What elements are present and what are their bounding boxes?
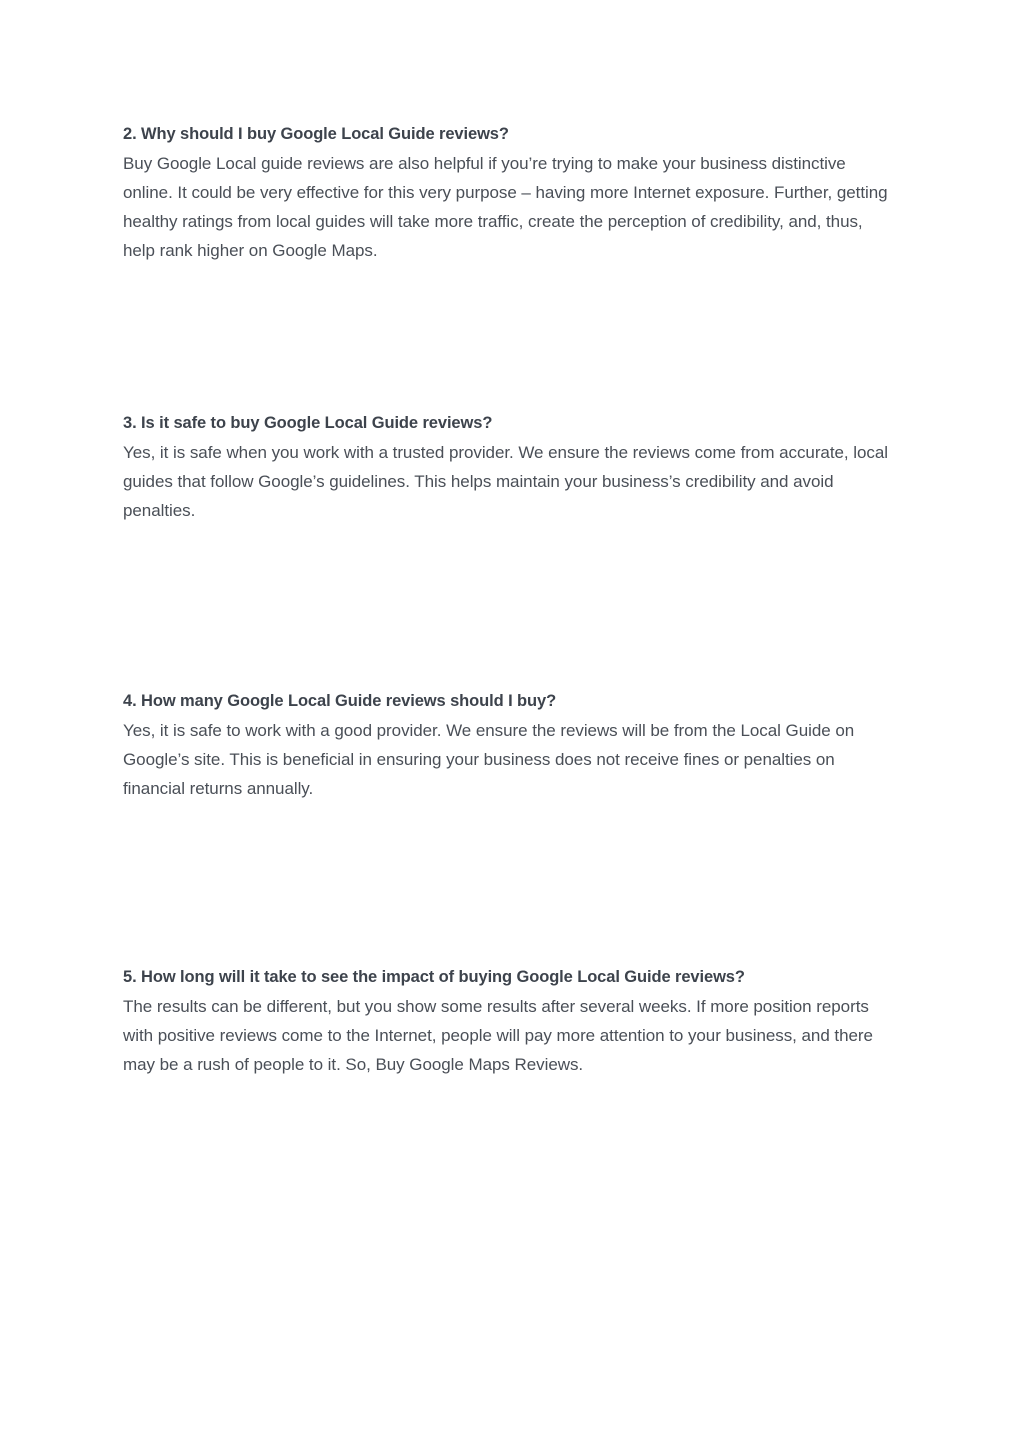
faq-item-3: [123, 409, 898, 525]
faq-item-4: [123, 687, 898, 803]
faq-answer-2: Buy Google Local guide reviews are also helpful if you’re trying to make your business distinctive online. It could be very effective for this very purpose – having more Internet exposure. Further, getting healthy ratings from local guides will take more traffic, create the perception of credibility, and, thus, help rank higher on Google Maps.: [123, 154, 888, 260]
faq-question-3: 3. Is it safe to buy Google Local Guide reviews?: [123, 414, 493, 432]
section-spacer-3: [123, 803, 898, 963]
section-spacer-2: [123, 525, 898, 687]
faq-item-5: [123, 963, 898, 1079]
faq-content-column: [123, 120, 898, 1079]
faq-question-2: 2. Why should I buy Google Local Guide reviews?: [123, 125, 509, 143]
faq-question-5: 5. How long will it take to see the impact of buying Google Local Guide reviews?: [123, 968, 745, 986]
faq-answer-3: Yes, it is safe when you work with a trusted provider. We ensure the reviews come from accurate, local guides that follow Google’s guidelines. This helps maintain your business’s credibility and avoid penalties.: [123, 443, 888, 520]
section-spacer-1: [123, 265, 898, 409]
faq-answer-5: The results can be different, but you show some results after several weeks. If more position reports with positive reviews come to the Internet, people will pay more attention to your business, and there may be a rush of people to it. So, Buy Google Maps Reviews.: [123, 997, 873, 1074]
faq-question-4: 4. How many Google Local Guide reviews should I buy?: [123, 692, 557, 710]
faq-answer-4: Yes, it is safe to work with a good provider. We ensure the reviews will be from the Local Guide on Google’s site. This is beneficial in ensuring your business does not receive fines or penalties on financial returns annually.: [123, 721, 855, 798]
faq-item-2: [123, 120, 898, 265]
